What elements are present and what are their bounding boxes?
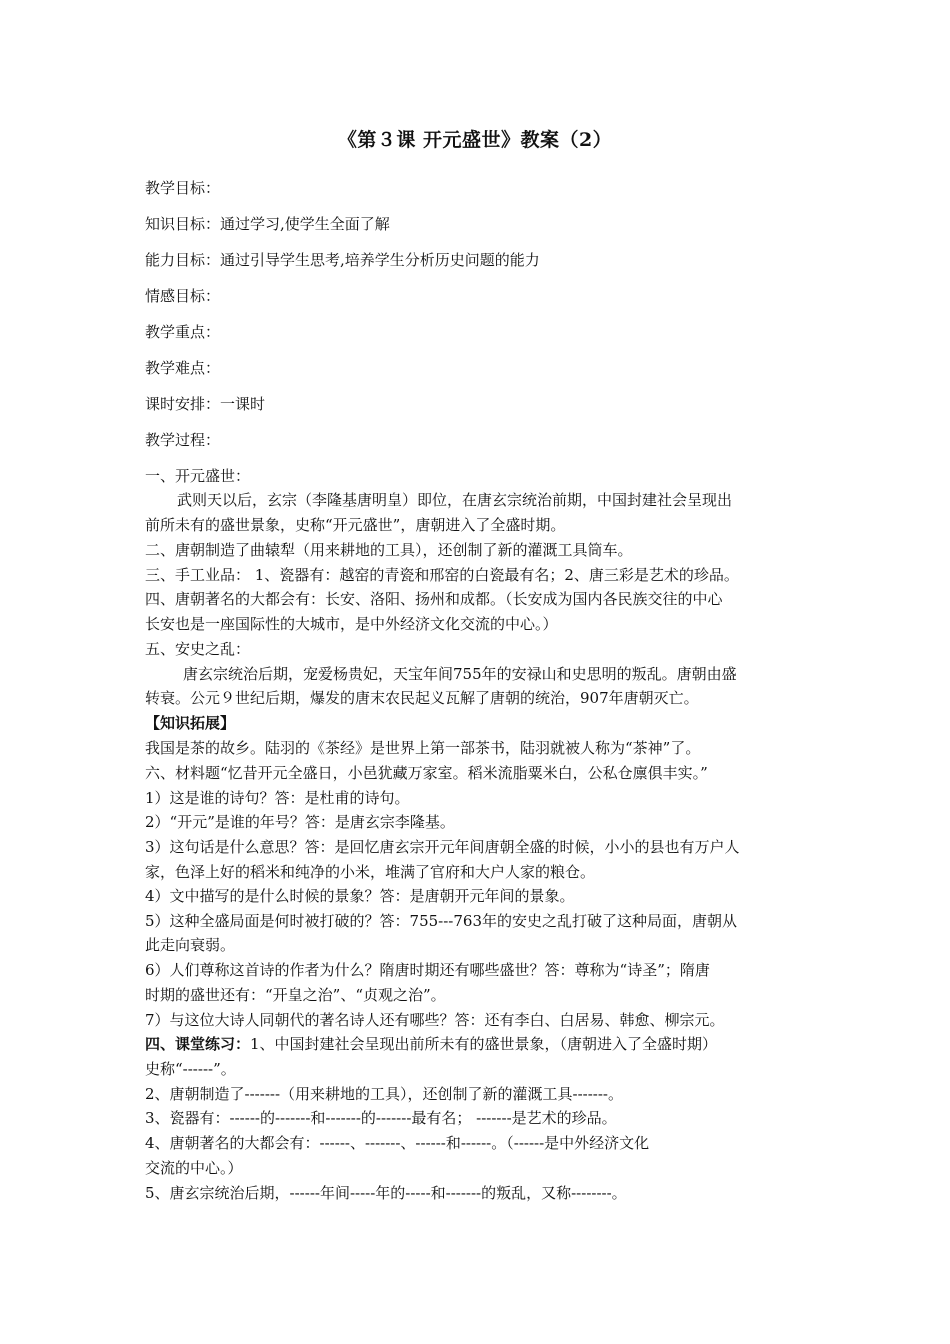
meta-key-points: 教学重点： bbox=[145, 323, 221, 341]
meta-knowledge-goal: 知识目标：通过学习,使学生全面了解 bbox=[145, 215, 390, 233]
body-line: 长安也是一座国际性的大城市，是中外经济文化交流的中心。） bbox=[145, 615, 558, 633]
body-line: 转衰。公元９世纪后期，爆发的唐末农民起义瓦解了唐朝的统治，907年唐朝灭亡。 bbox=[145, 689, 699, 707]
body-line: 家，色泽上好的稻米和纯净的小米，堆满了官府和大户人家的粮仓。 bbox=[145, 863, 596, 881]
meta-teaching-goals: 教学目标： bbox=[145, 179, 221, 197]
body-line: 5）这种全盛局面是何时被打破的？答：755---763年的安史之乱打破了这种局面，唐朝从 bbox=[145, 912, 738, 930]
practice-line bbox=[145, 1034, 717, 1054]
body-line: 1）这是谁的诗句？答：是杜甫的诗句。 bbox=[145, 789, 410, 807]
body-line: 4）文中描写的是什么时候的景象？答：是唐朝开元年间的景象。 bbox=[145, 887, 575, 905]
body-line: 六、材料题“忆昔开元全盛日，小邑犹藏万家室。稻米流脂粟米白，公私仓廪俱丰实。” bbox=[145, 764, 708, 782]
body-line: 武则天以后，玄宗（李隆基唐明皇）即位，在唐玄宗统治前期，中国封建社会呈现出 bbox=[177, 491, 733, 509]
body-line: 唐玄宗统治后期，宠爱杨贵妃，天宝年间755年的安禄山和史思明的叛乱。唐朝由盛 bbox=[183, 665, 737, 683]
body-line: 五、安史之乱： bbox=[145, 640, 251, 658]
body-line: 四、唐朝著名的大都会有：长安、洛阳、扬州和成都。（长安成为国内各民族交往的中心 bbox=[145, 590, 723, 608]
body-line: 6）人们尊称这首诗的作者为什么？隋唐时期还有哪些盛世？答：尊称为“诗圣”；隋唐 bbox=[145, 961, 710, 979]
body-line: 5、唐玄宗统治后期，------年间-----年的-----和-------的叛乱，又称--------。 bbox=[145, 1184, 627, 1202]
body-line: 4、唐朝著名的大都会有：------、-------、------和------。（------是中外经济文化 bbox=[145, 1134, 650, 1152]
body-line: 史称“------”。 bbox=[145, 1060, 236, 1078]
meta-emotion-goal: 情感目标： bbox=[145, 287, 221, 305]
body-line: 2、唐朝制造了-------（用来耕地的工具），还创制了新的灌溉工具-------。 bbox=[145, 1085, 624, 1103]
body-line: 2）“开元”是谁的年号？答：是唐玄宗李隆基。 bbox=[145, 813, 455, 831]
body-line: 交流的中心。） bbox=[145, 1159, 243, 1177]
body-line: 3、瓷器有：------的-------和-------的-------最有名； -------是艺术的珍品。 bbox=[145, 1109, 617, 1127]
practice-item-text: 1、中国封建社会呈现出前所未有的盛世景象，（唐朝进入了全盛时期） bbox=[250, 1035, 718, 1053]
knowledge-extension-heading: 【知识拓展】 bbox=[145, 714, 236, 732]
body-line: 三、手工业品： 1、瓷器有：越窑的青瓷和邢窑的白瓷最有名；2、唐三彩是艺术的珍品。 bbox=[145, 566, 739, 584]
body-line: 时期的盛世还有：“开皇之治”、“贞观之治”。 bbox=[145, 986, 446, 1004]
document-title: 《第３课 开元盛世》教案（2） bbox=[337, 129, 613, 151]
body-line: 前所未有的盛世景象，史称“开元盛世”，唐朝进入了全盛时期。 bbox=[145, 516, 566, 534]
body-line: 7）与这位大诗人同朝代的著名诗人还有哪些？答：还有李白、白居易、韩愈、柳宗元。 bbox=[145, 1011, 725, 1029]
body-line: 二、唐朝制造了曲辕犁（用来耕地的工具），还创制了新的灌溉工具筒车。 bbox=[145, 541, 633, 559]
meta-difficult-points: 教学难点： bbox=[145, 359, 221, 377]
body-line: 我国是茶的故乡。陆羽的《茶经》是世界上第一部茶书，陆羽就被人称为“茶神”了。 bbox=[145, 739, 701, 757]
meta-schedule: 课时安排：一课时 bbox=[145, 395, 266, 413]
body-line: 3）这句话是什么意思？答：是回忆唐玄宗开元年间唐朝全盛的时候，小小的县也有万户人 bbox=[145, 838, 740, 856]
body-line: 一、开元盛世： bbox=[145, 467, 251, 485]
meta-ability-goal: 能力目标：通过引导学生思考,培养学生分析历史问题的能力 bbox=[145, 251, 540, 269]
body-line: 此走向衰弱。 bbox=[145, 936, 236, 954]
meta-teaching-process: 教学过程： bbox=[145, 431, 221, 449]
practice-heading: 四、课堂练习： bbox=[145, 1035, 251, 1053]
